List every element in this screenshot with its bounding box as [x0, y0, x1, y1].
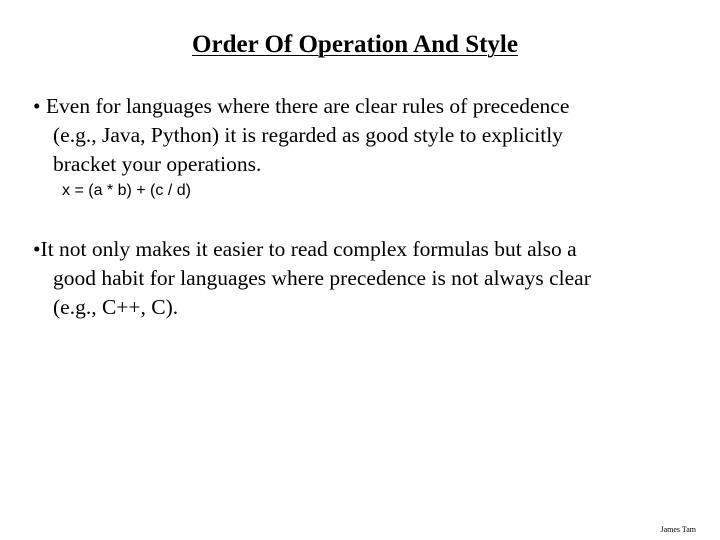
bullet-text: bracket your operations.: [53, 152, 262, 176]
bullet-text: It not only makes it easier to read complex formulas but also a: [40, 237, 577, 261]
bullet-line: [33, 235, 693, 264]
bullet-text: Even for languages where there are clear rules of precedence: [45, 94, 570, 118]
bullet-marker: •: [33, 94, 41, 118]
bullet-item: [33, 92, 693, 179]
bullet-marker: •: [33, 237, 41, 261]
footer-credit: James Tam: [660, 525, 696, 534]
bullet-line: [33, 92, 693, 121]
slide-title: Order Of Operation And Style: [192, 31, 518, 58]
bullet-text: (e.g., C++, C).: [53, 295, 179, 319]
bullet-text: good habit for languages where precedence is not always clear: [53, 266, 591, 290]
bullet-item: [33, 235, 693, 322]
bullet-text: (e.g., Java, Python) it is regarded as good style to explicitly: [53, 123, 563, 147]
code-example: x = (a * b) + (c / d): [62, 182, 191, 199]
